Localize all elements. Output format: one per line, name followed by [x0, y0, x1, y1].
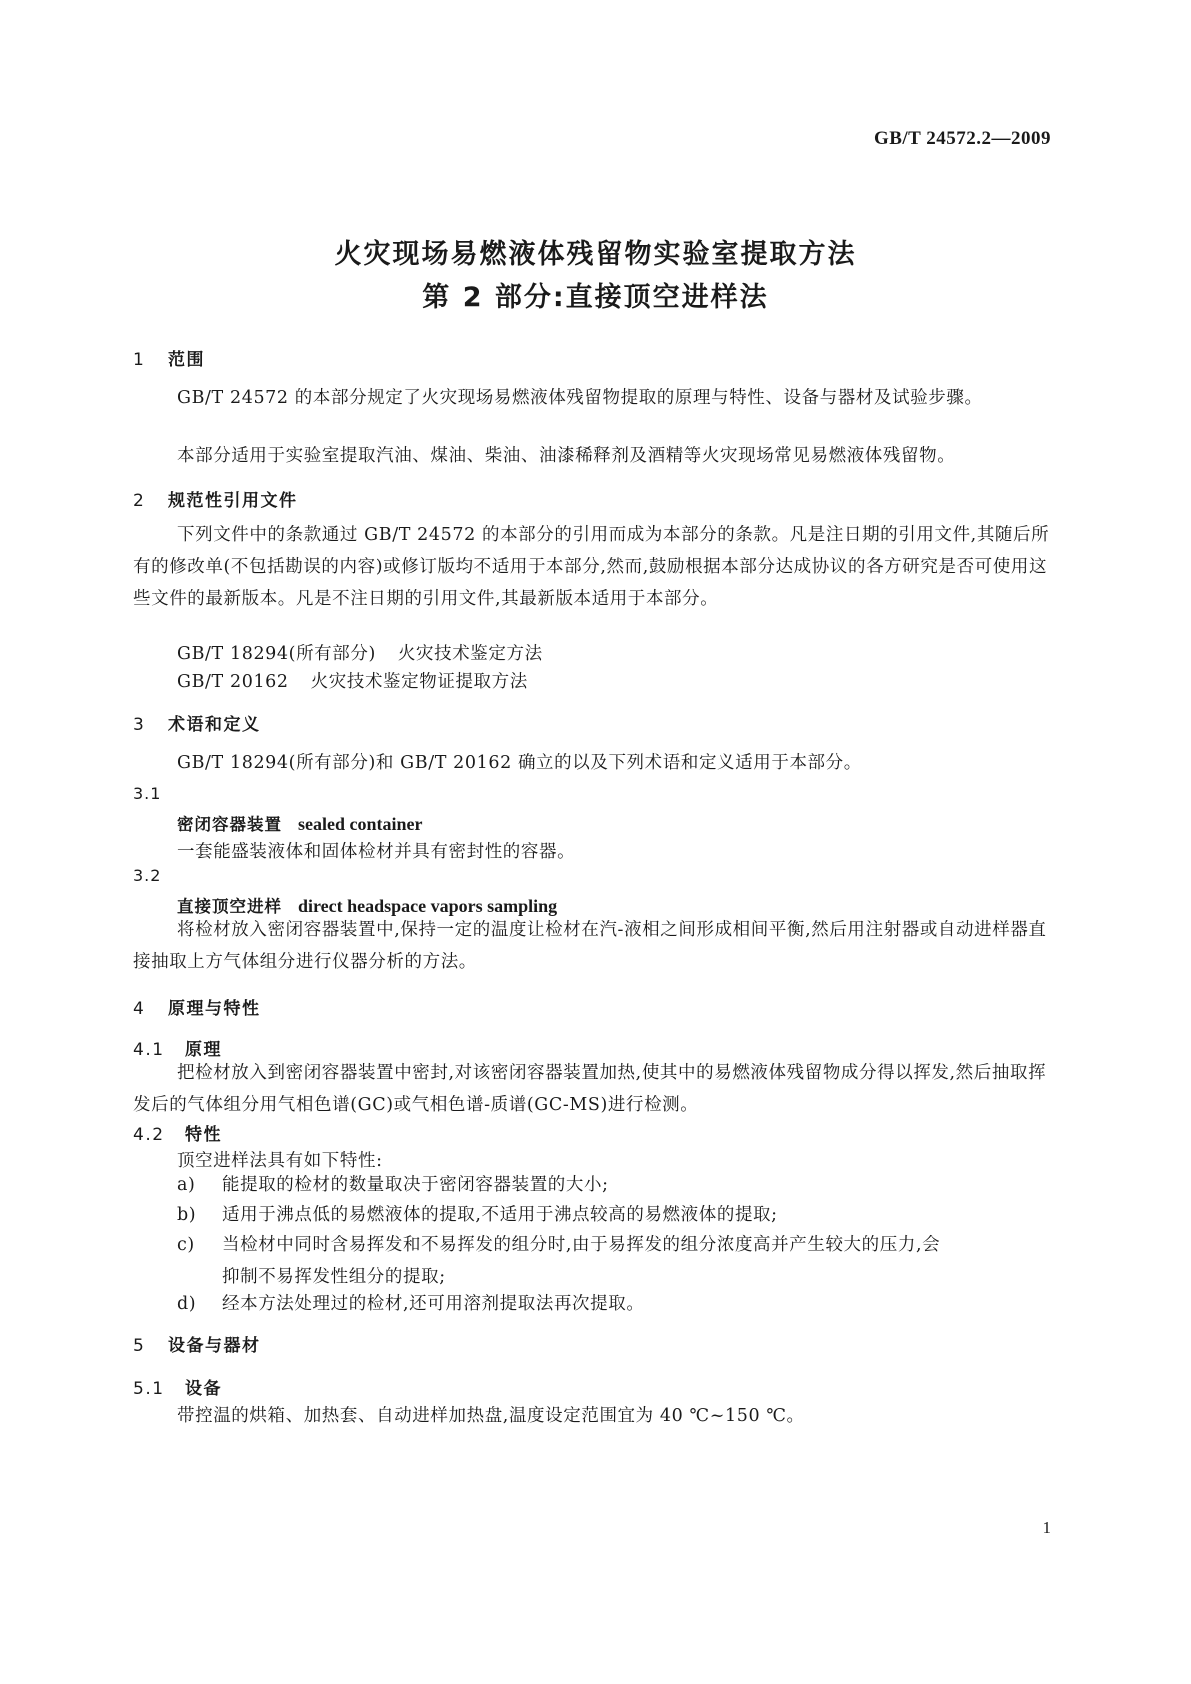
- list-item-d: [177, 1288, 1051, 1320]
- section-number: 3: [133, 715, 146, 735]
- term-3-1-number: 3.1: [133, 784, 162, 803]
- section-title: 范围: [168, 350, 205, 370]
- section-number: 1: [133, 350, 146, 370]
- term-3-2-number: 3.2: [133, 866, 162, 885]
- document-code: GB/T 24572.2—2009: [873, 128, 1051, 149]
- section-1-paragraph-2: 本部分适用于实验室提取汽油、煤油、柴油、油漆稀释剂及酒精等火灾现场常见易燃液体残留物。: [177, 446, 956, 466]
- list-marker: c): [177, 1235, 195, 1255]
- normative-reference-2: [177, 668, 528, 693]
- reference-code: GB/T 20162: [177, 672, 289, 692]
- term-chinese: 直接顶空进样: [177, 897, 282, 916]
- list-text: 经本方法处理过的检材,还可用溶剂提取法再次提取。: [222, 1294, 645, 1314]
- list-marker: a): [177, 1175, 196, 1195]
- term-3-1: [177, 811, 422, 835]
- subsection-4-1-paragraph: 把检材放入到密闭容器装置中密封,对该密闭容器装置加热,使其中的易燃液体残留物成分得以挥发,然后抽取挥发后的气体组分用气相色谱(GC)或气相色谱-质谱(GC-MS)进行检测。: [133, 1063, 1047, 1115]
- list-marker: b): [177, 1205, 197, 1225]
- section-number: 5: [133, 1336, 146, 1356]
- subsection-number: 5.1: [133, 1379, 165, 1399]
- term-english: sealed container: [298, 814, 423, 834]
- list-text: 能提取的检材的数量取决于密闭容器装置的大小;: [222, 1175, 609, 1195]
- subsection-number: 4.1: [133, 1040, 165, 1060]
- page-number: 1: [1042, 1518, 1051, 1537]
- term-3-2-definition: 将检材放入密闭容器装置中,保持一定的温度让检材在汽-液相之间形成相间平衡,然后用注射器或自动进样器直接抽取上方气体组分进行仪器分析的方法。: [133, 920, 1047, 972]
- section-2-paragraph-1: 下列文件中的条款通过 GB/T 24572 的本部分的引用而成为本部分的条款。凡是注日期的引用文件,其随后所有的修改单(不包括勘误的内容)或修订版均不适用于本部分,然而,鼓励根据本部分达成协议的各方研究是否可使用这些文件的最新版本。凡是不注日期的引用文件,其最新版本适用于本部分。: [133, 525, 1050, 609]
- subsection-title: 设备: [185, 1379, 222, 1399]
- list-item-b: [177, 1199, 1051, 1231]
- document-subtitle: 第 2 部分:直接顶空进样法: [422, 282, 769, 313]
- list-marker: d): [177, 1294, 197, 1314]
- list-text: 适用于沸点低的易燃液体的提取,不适用于沸点较高的易燃液体的提取;: [222, 1205, 778, 1225]
- section-5-heading: [133, 1331, 261, 1356]
- section-number: 2: [133, 491, 146, 511]
- section-1-heading: [133, 345, 205, 370]
- reference-title: 火灾技术鉴定物证提取方法: [310, 672, 528, 692]
- normative-reference-1: [177, 640, 543, 665]
- subsection-5-1-heading: [133, 1374, 222, 1399]
- section-1-paragraph-1: GB/T 24572 的本部分规定了火灾现场易燃液体残留物提取的原理与特性、设备与器材及试验步骤。: [177, 388, 983, 408]
- reference-code: GB/T 18294(所有部分): [177, 644, 376, 664]
- document-title: 火灾现场易燃液体残留物实验室提取方法: [334, 239, 857, 270]
- subsection-4-2-heading: [133, 1120, 222, 1145]
- section-title: 术语和定义: [168, 715, 261, 735]
- section-4-heading: [133, 994, 261, 1019]
- term-english: direct headspace vapors sampling: [298, 896, 558, 916]
- section-3-heading: [133, 710, 261, 735]
- list-item-a: [177, 1169, 1051, 1201]
- list-text: 当检材中同时含易挥发和不易挥发的组分时,由于易挥发的组分浓度高并产生较大的压力,会: [222, 1235, 941, 1255]
- subsection-4-2-intro: 顶空进样法具有如下特性:: [177, 1151, 383, 1171]
- section-2-heading: [133, 486, 298, 511]
- list-text-continued: 抑制不易挥发性组分的提取;: [222, 1267, 446, 1287]
- term-chinese: 密闭容器装置: [177, 815, 282, 834]
- subsection-number: 4.2: [133, 1125, 165, 1145]
- subsection-title: 原理: [185, 1040, 222, 1060]
- section-number: 4: [133, 999, 146, 1019]
- section-title: 设备与器材: [168, 1336, 261, 1356]
- list-item-c: [177, 1229, 1051, 1293]
- section-title: 原理与特性: [168, 999, 261, 1019]
- subsection-5-1-paragraph: 带控温的烘箱、加热套、自动进样加热盘,温度设定范围宜为 40 ℃~150 ℃。: [177, 1406, 805, 1426]
- term-3-1-definition: 一套能盛装液体和固体检材并具有密封性的容器。: [177, 842, 576, 862]
- subsection-title: 特性: [185, 1125, 222, 1145]
- section-3-paragraph-1: GB/T 18294(所有部分)和 GB/T 20162 确立的以及下列术语和定义适用于本部分。: [177, 753, 862, 773]
- section-title: 规范性引用文件: [168, 491, 298, 511]
- reference-title: 火灾技术鉴定方法: [397, 644, 543, 664]
